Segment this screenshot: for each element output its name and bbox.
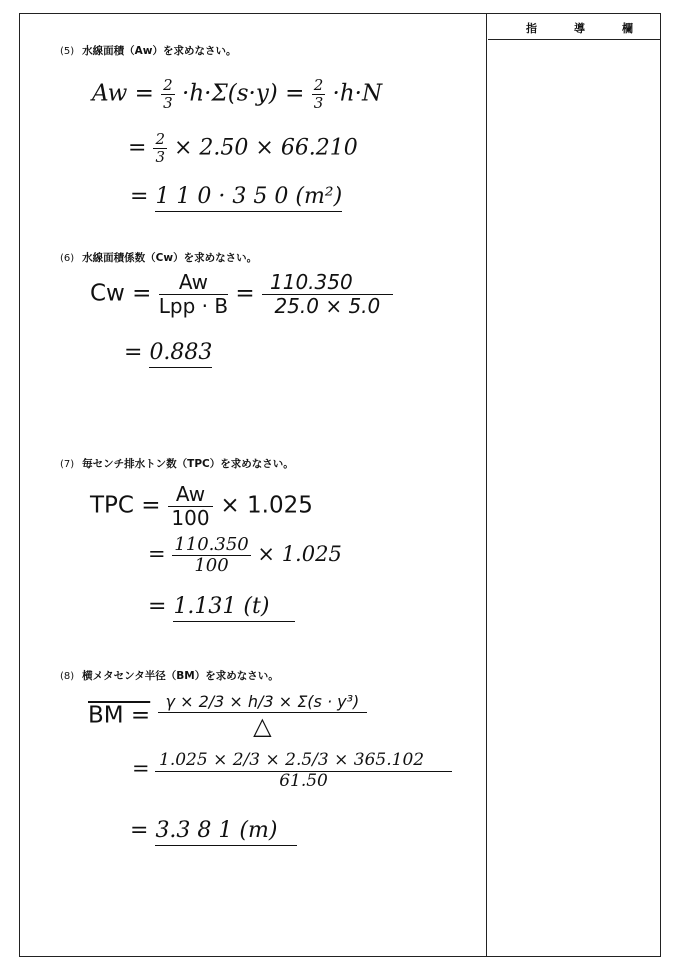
q6-answer: = 0.883 [124, 342, 212, 364]
question-6-heading: (6) 水線面積係数（Cw）を求めなさい。 [60, 252, 258, 264]
question-8-heading: (8) 横メタセンタ半径（BM）を求めなさい。 [60, 670, 279, 682]
guide-column-header [488, 14, 660, 40]
q7-formula-line1: TPC = $\frac{Aw}{100}$ × 1.025 [90, 482, 313, 530]
question-5-number: (5) [60, 46, 75, 57]
q6-formula-line1: Cw = $\frac{Aw}{\text{Lpp · B}}$ = $\frac{110.350}{25.0 \times 5.0}$ [90, 272, 393, 316]
q5-formula-line2: = $\frac{2}{3}$ × 2.50 × 66.210 [128, 130, 358, 166]
q8-answer: = 3.3 8 1 (m) [130, 820, 297, 842]
guide-char-3: 欄 [622, 22, 633, 35]
q7-formula-line2: = $\frac{110.350}{100}$ × 1.025 [148, 534, 342, 576]
column-divider [486, 14, 487, 956]
q5-answer: = 1 1 0 · 3 5 0 (m²) [130, 186, 342, 208]
q5-formula-line1: Aw = $\frac{2}{3}$ ·h·Σ(s·y) = $\frac{2}{3}$ ·h·N [92, 76, 383, 112]
q7-answer: = 1.131 (t) [148, 596, 295, 618]
guide-char-2: 導 [574, 22, 585, 35]
q8-formula-line2: = $\frac{1.025 \times 2/3 \times 2.5/3 \times 365.102}{61.50}$ [132, 752, 452, 790]
question-5-heading [60, 43, 237, 58]
question-7-heading: (7) 毎センチ排水トン数（TPC）を求めなさい。 [60, 458, 294, 470]
guide-char-1: 指 [526, 22, 537, 35]
question-5-title: 水線面積（Aw）を求めなさい。 [82, 45, 237, 57]
q8-formula-line1: BM = $\frac{\text{γ × 2/3 × h/3 × Σ(s · y³)}}{\triangle}$ [88, 694, 367, 738]
